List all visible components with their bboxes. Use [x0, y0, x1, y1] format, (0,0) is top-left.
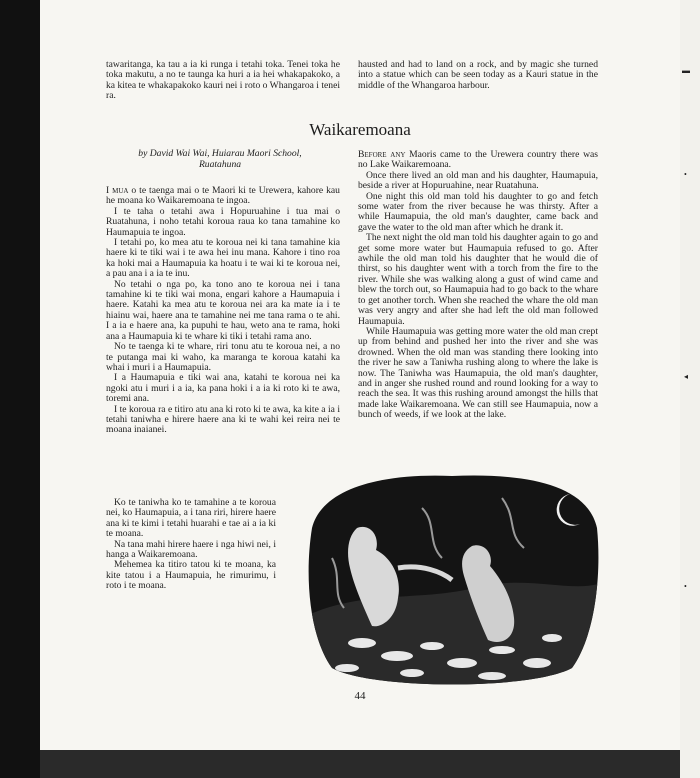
english-paragraph-5: While Haumapuia was getting more water the old man crept up from behind and pushed her into the river and she was drowned. When the old man was standing there looking into the river he saw a Taniwha rushing along to where the lake is now. The Taniwha was Haumapuia, the old man's daughter, and in anger she rushed round and round looking for a way to reach the sea. It was this rushing around amongst the hills that made lake Waikaremoana. We can still see Haumapuia, now a bunch of weeds, if we look at the lake.: [358, 325, 598, 421]
scan-mark: •: [684, 170, 687, 179]
maori-paragraph-2: I te taha o tetahi awa i Hopuruahine i tua mai o Ruatahuna, i noho tetahi koroua raua ko tana tamahine ko Haumapuia te ingoa.: [106, 205, 340, 238]
continued-maori-text: tawaritanga, ka tau a ia ki runga i tetahi toka. Tenei toka he toka makutu, a no te taunga ka huri a ia hei whakapakoko, a ka kitea te whakapakoko kauri nei i roto o Whangaroa i tenei ra.: [106, 59, 340, 102]
english-paragraph-1-rest: Maoris came to the Urewera country there was no Lake Waikaremoana.: [358, 149, 598, 171]
scan-left-border: [0, 0, 40, 778]
maori-paragraph-1-rest: o te taenga mai o te Maori ki te Urewera, kahore kau he moana ko Waikaremoana te ingoa.: [106, 185, 340, 207]
taniwha-illustration: [302, 468, 602, 688]
maori-paragraph-3: I tetahi po, ko mea atu te koroua nei ki tana tamahine kia haere ki te tiki wai i te awa hei inu mana. Kahore i tino roa ka hoki mai a Haumapuia ka hoatu i te wai ki te koroua nei, a pau ana i a ia te inu.: [106, 237, 340, 280]
maori-paragraph-6: I a Haumapuia e tiki wai ana, katahi te koroua nei ka ngoki atu i muri i a ia, ka pana hoki i a ia ki roto ki te awa, toremi ana.: [106, 372, 340, 405]
book-page: [40, 0, 680, 750]
page-number: 44: [354, 690, 366, 702]
scan-mark: •: [684, 582, 687, 591]
maori-paragraph-5: No te taenga ki te whare, riri tonu atu te koroua nei, a no te putanga mai ki waho, ka maranga te koroua katahi ka whai i muri i a Haumapuia.: [106, 341, 340, 373]
maori-paragraph-9: Na tana mahi hirere haere i nga hiwi nei, i hanga a Waikaremoana.: [106, 538, 276, 561]
english-text-column: [358, 150, 598, 421]
maori-paragraph-7: I te koroua ra e titiro atu ana ki roto ki te awa, ka kite a ia i tetahi taniwha e hirere haere ana ki te wahi kei reira nei te moana inaianei.: [106, 403, 340, 436]
scan-bottom-border: [40, 750, 680, 778]
maori-paragraph-8: Ko te taniwha ko te tamahine a te koroua nei, ko Haumapuia, a i tana riri, hirere haere ana ki te kimi i tetahi huarahi e tae ai a ia ki te moana.: [106, 497, 276, 540]
maori-paragraph-10: Mehemea ka titiro tatou ki te moana, ka kite tatou i a Haumapuia, he rimurimu, i roto i te moana.: [106, 559, 276, 592]
english-lead-caps: Before any: [358, 149, 406, 160]
maori-text-column: [106, 186, 340, 436]
scan-mark: ▬: [682, 66, 690, 75]
english-paragraph-1: [358, 150, 598, 171]
scan-right-margin: [680, 0, 700, 778]
maori-lead-caps: I mua: [106, 185, 129, 196]
scan-mark: ◂: [684, 372, 689, 381]
english-paragraph-3: One night this old man told his daughter to go and fetch some water from the river because he was thirsty. After a while Haumapuia, the old man's daughter, came back and gave the water to the old man after which he drank it.: [358, 190, 598, 233]
top-right-column: [358, 60, 598, 91]
english-paragraph-2: Once there lived an old man and his daughter, Haumapuia, beside a river at Hopuruahine, near Ruatahuna.: [358, 169, 598, 192]
article-byline: by David Wai Wai, Huiarau Maori School, Ruatahuna: [138, 148, 302, 170]
maori-paragraph-1: [106, 186, 340, 207]
top-left-column: [106, 60, 340, 102]
continued-english-text: hausted and had to land on a rock, and by magic she turned into a statue which can be seen today as a Kauri statue in the middle of the Whangaroa harbour.: [358, 59, 598, 91]
english-paragraph-4: The next night the old man told his daughter again to go and get some more water but Haumapuia refused to go. After awhile the old man told his daughter that he would die of thirst, so his daughter went with a torch from the fire to the river. While she was walking along a gust of wind came and blew the torch out, so Haumapuia had to go back to the whare to get another torch. When she reached the whare the old man was very angry and after she had left the old man followed Haumapuia.: [358, 232, 598, 327]
maori-paragraph-4: No tetahi o nga po, ka tono ano te koroua nei i tana tamahine ki te tiki wai mona, engari kahore a Haumapuia i haere. Katahi ka mea atu te koroua nei ara ka mate ia i te hiainu wai, haere ana te tamahine nei me tana rama o te ahi. I a ia e haere ana, ka pupuhi te hau, weto ana te rama, hoki ana a Haumapuia ki te whare ki tiki i tetahi rama ano.: [106, 278, 340, 342]
article-title: Waikaremoana: [309, 120, 411, 139]
maori-text-column-narrow: [106, 498, 276, 592]
